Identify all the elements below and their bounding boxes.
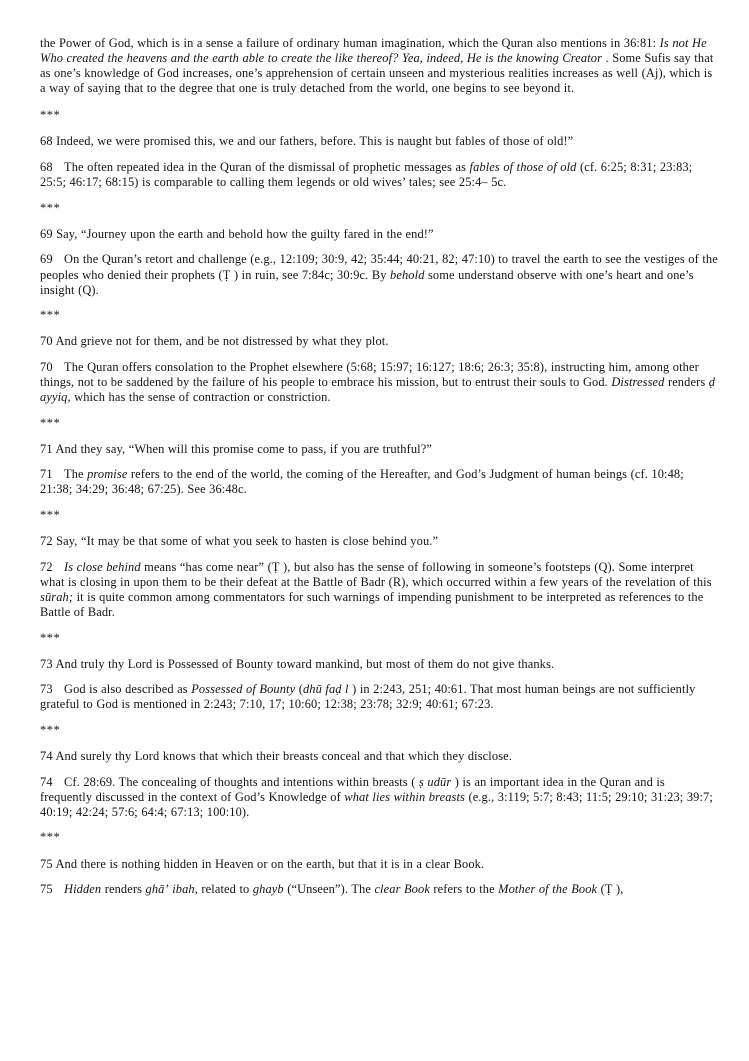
commentary-paragraph [40, 775, 718, 820]
plain-text: Indeed, we were promised this, we and our fathers, before. This is naught but fables of those of old!” [56, 134, 574, 149]
plain-text: The [64, 467, 88, 482]
section-divider: *** [40, 200, 61, 215]
plain-text: (Ṭ ), [597, 882, 624, 897]
entries-container [40, 108, 718, 897]
italic-text: what lies within breasts [344, 789, 465, 804]
italic-text: ghayb [252, 882, 284, 897]
plain-text: And they say, “When will this promise come to pass, if you are truthful?” [55, 441, 432, 456]
plain-text: Cf. 28:69. The concealing of thoughts and intentions within breasts ( [64, 774, 419, 789]
plain-text: some understand observe with one’s heart and one’s insight (Q). [40, 267, 694, 297]
italic-text: clear Book [374, 882, 430, 897]
verse-number: 71 [40, 441, 56, 456]
plain-text: the Power of God, which is in a sense a failure of ordinary human imagination, which the Quran also mentions in 36:81: [40, 36, 660, 50]
commentary-number: 72 [40, 559, 53, 574]
italic-text: ḍ ayyiq, [40, 375, 716, 405]
verse-paragraph [40, 227, 718, 242]
italic-text: Possessed of Bounty [191, 682, 296, 697]
italic-text: sūrah; [40, 589, 74, 604]
section-divider: *** [40, 508, 61, 523]
intro-paragraph [40, 36, 718, 96]
section-divider: *** [40, 415, 61, 430]
verse-number: 75 [40, 856, 56, 871]
verse-number: 74 [40, 749, 56, 764]
verse-paragraph [40, 749, 718, 764]
plain-text: ) in 2:243, 251; 40:61. That most human beings are not sufficiently grateful to God is mentioned in 2:243; 7:10, 17; 10:60; 12:38; 23:78; 32:9; 40:61; 67:23. [40, 682, 696, 712]
section-divider: *** [40, 830, 61, 845]
commentary-paragraph [40, 360, 718, 405]
verse-paragraph [40, 657, 718, 672]
plain-text: renders [101, 882, 146, 897]
italic-text: ṣ udūr [418, 774, 452, 789]
verse-paragraph [40, 134, 718, 149]
plain-text: refers to the [429, 882, 499, 897]
plain-text: The Quran offers consolation to the Prophet elsewhere (5:68; 15:97; 16:127; 18:6; 26:3; 35:8), instructing him, among other things, not to be saddened by the failure of his people to embrace his mission, but to entrust their souls to God. [40, 359, 699, 389]
commentary-number: 69 [40, 252, 53, 267]
plain-text: related to [197, 882, 253, 897]
plain-text: Say, “Journey upon the earth and behold how the guilty fared in the end!” [56, 226, 434, 241]
plain-text: it is quite common among commentators for such warnings of impending punishment to be interpreted as references to the Battle of Badr. [40, 589, 704, 620]
plain-text: The often repeated idea in the Quran of the dismissal of prophetic messages as [64, 160, 470, 175]
plain-text: (“Unseen”). The [283, 882, 375, 897]
commentary-number: 71 [40, 467, 53, 482]
verse-number: 72 [40, 534, 57, 549]
commentary-paragraph [40, 467, 718, 497]
commentary-paragraph [40, 160, 718, 190]
italic-text: ghāʼ ibah, [145, 882, 198, 897]
plain-text: (cf. 6:25; 8:31; 23:83; 25:5; 46:17; 68:15) is comparable to calling them legends or old wives’ tales; see 25:4– 5c. [40, 160, 693, 190]
plain-text: And grieve not for them, and be not distressed by what they plot. [55, 334, 389, 349]
commentary-number: 74 [40, 774, 53, 789]
plain-text: On the Quran’s retort and challenge (e.g., 12:109; 30:9, 42; 35:44; 40:21, 82; 47:10) to travel the earth to see the vestiges of the peoples who denied their prophets (Ṭ ) in ruin, see 7:84c; 30:9c. By [40, 252, 718, 282]
italic-text: dhū faḍ l [302, 682, 349, 697]
plain-text: . Some Sufis say that as one’s knowledge of God increases, one’s apprehension of certain unseen and mysterious realities increases as well (Aj), which is a way of saying that to the degree that one is truly detached from the world, one begins to see beyond it. [40, 51, 714, 96]
plain-text: renders [664, 375, 709, 389]
commentary-paragraph [40, 882, 718, 897]
verse-number: 70 [40, 334, 56, 349]
section-divider: *** [40, 308, 61, 323]
italic-text: Distressed [611, 375, 665, 389]
commentary-paragraph [40, 682, 718, 712]
plain-text: means “has come near” (Ṭ ), but also has the sense of following in someone’s footsteps (Q). Some interpret what is closing in upon them to be their defeat at the Battle of Badr (R), which occurred within a few years of the revelation of this [40, 559, 712, 589]
plain-text: refers to the end of the world, the coming of the Hereafter, and God’s Judgment of human beings (cf. 10:48; 21:38; 34:29; 36:48; 67:25). See 36:48c. [40, 467, 684, 497]
italic-text: Is not He Who created the heavens and the earth able to create the like thereof? Yea, indeed, He is the knowing Creator [40, 36, 707, 66]
italic-text: fables of those of old [469, 160, 577, 175]
plain-text: And surely thy Lord knows that which their breasts conceal and that which they disclose. [55, 749, 512, 764]
commentary-number: 73 [40, 682, 53, 697]
verse-paragraph [40, 534, 718, 549]
section-divider: *** [40, 630, 61, 645]
commentary-number: 75 [40, 882, 53, 897]
italic-text: promise [87, 467, 128, 482]
commentary-number: 70 [40, 359, 53, 374]
italic-text: behold [390, 267, 425, 282]
plain-text: ) is an important idea in the Quran and is frequently discussed in the context of God’s Knowledge of [40, 774, 665, 804]
italic-text: Is close behind [64, 559, 141, 574]
verse-number: 73 [40, 656, 56, 671]
plain-text: (e.g., 3:119; 5:7; 8:43; 11:5; 29:10; 31:23; 39:7; 40:19; 42:24; 57:6; 64:4; 67:13; 100:10). [40, 789, 713, 819]
plain-text: God is also described as [64, 682, 192, 697]
plain-text: And truly thy Lord is Possessed of Bounty toward mankind, but most of them do not give thanks. [55, 656, 555, 671]
verse-number: 69 [40, 226, 57, 241]
commentary-paragraph [40, 560, 718, 620]
section-divider: *** [40, 723, 61, 737]
plain-text: which has the sense of contraction or constriction. [70, 390, 331, 405]
plain-text: ( [295, 682, 303, 697]
commentary-paragraph [40, 252, 718, 297]
italic-text: Hidden [64, 882, 102, 897]
verse-paragraph [40, 857, 718, 872]
verse-number: 68 [40, 134, 57, 149]
plain-text: Say, “It may be that some of what you seek to hasten is close behind you.” [56, 534, 439, 549]
italic-text: Mother of the Book [498, 882, 598, 897]
verse-paragraph [40, 442, 718, 457]
section-divider: *** [40, 108, 61, 123]
commentary-number: 68 [40, 160, 53, 175]
verse-paragraph [40, 334, 718, 349]
plain-text: And there is nothing hidden in Heaven or on the earth, but that it is in a clear Book. [55, 856, 485, 871]
